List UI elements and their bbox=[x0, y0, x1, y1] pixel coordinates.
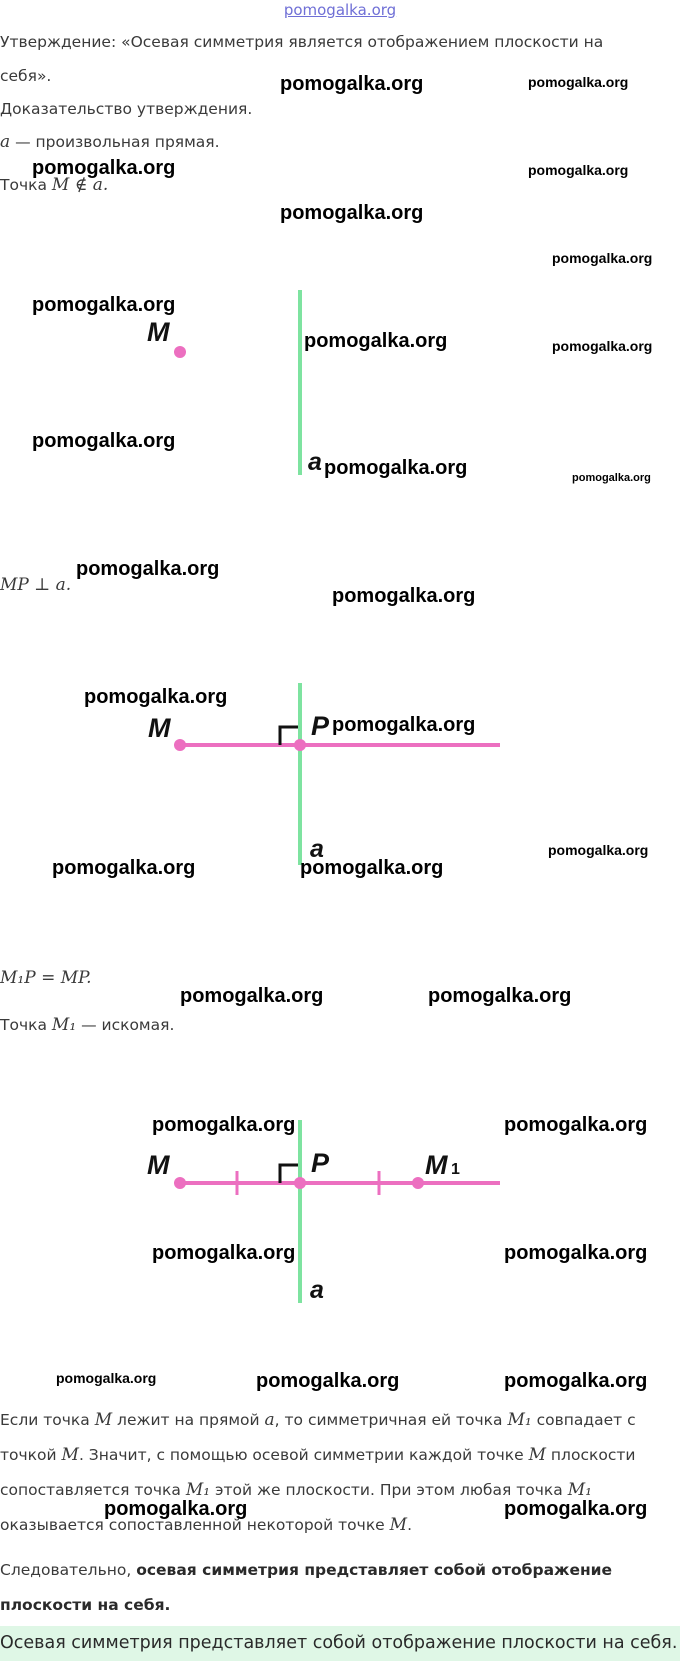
equality-statement bbox=[0, 968, 92, 988]
label-a: a bbox=[310, 835, 324, 863]
perp-text: MP ⊥ a. bbox=[0, 575, 72, 595]
watermark: pomogalka.org bbox=[56, 1370, 157, 1386]
var-a: a bbox=[0, 132, 11, 152]
result-prefix: Точка bbox=[0, 1016, 52, 1034]
label-M1: M bbox=[425, 1150, 448, 1180]
statement-line-1: Утверждение: «Осевая симметрия является отображением плоскости на bbox=[0, 33, 604, 51]
watermark: pomogalka.org bbox=[152, 1242, 296, 1264]
para-text: оказывается сопоставленной некоторой точке bbox=[0, 1516, 390, 1534]
watermark: pomogalka.org bbox=[332, 714, 476, 736]
watermark: pomogalka.org bbox=[324, 457, 468, 479]
label-M: M bbox=[147, 1150, 170, 1180]
para-text: точкой bbox=[0, 1446, 62, 1464]
para-text: Если точка bbox=[0, 1411, 95, 1429]
conclusion bbox=[0, 1553, 676, 1623]
line-definition-text: — произвольная прямая. bbox=[10, 133, 220, 151]
label-P: P bbox=[311, 711, 330, 741]
var-a: a bbox=[264, 1410, 275, 1430]
para-text: сопоставляется точка bbox=[0, 1481, 186, 1499]
watermark: pomogalka.org bbox=[32, 157, 176, 179]
var-M1: M₁ bbox=[507, 1410, 532, 1430]
para-text: плоскости bbox=[546, 1446, 636, 1464]
conclusion-bold: плоскости на себя. bbox=[0, 1596, 171, 1614]
point-P bbox=[294, 739, 306, 751]
watermark: pomogalka.org bbox=[104, 1498, 248, 1520]
watermark: pomogalka.org bbox=[504, 1498, 648, 1520]
var-M: M bbox=[389, 1515, 408, 1535]
para-text: . bbox=[407, 1516, 413, 1534]
watermark: pomogalka.org bbox=[280, 202, 424, 224]
var-M1: M₁ bbox=[567, 1480, 592, 1500]
watermark: pomogalka.org bbox=[552, 338, 653, 354]
conclusion-bold: осевая симметрия представляет собой отображение bbox=[136, 1561, 613, 1579]
proof-heading: Доказательство утверждения. bbox=[0, 100, 253, 118]
watermark: pomogalka.org bbox=[280, 73, 424, 95]
para-text: лежит на прямой bbox=[112, 1411, 265, 1429]
label-a: a bbox=[308, 448, 322, 476]
point-P bbox=[294, 1177, 306, 1189]
result-statement bbox=[0, 1015, 174, 1035]
label-a: a bbox=[310, 1276, 324, 1304]
point-prefix: Точка bbox=[0, 176, 52, 194]
perpendicular-statement bbox=[0, 575, 71, 595]
label-M1-subscript: 1 bbox=[451, 1161, 460, 1178]
answer-banner: Осевая симметрия представляет собой отображение плоскости на себя. bbox=[0, 1626, 680, 1661]
watermark: pomogalka.org bbox=[504, 1114, 648, 1136]
para-text: этой же плоскости. При этом любая точка bbox=[210, 1481, 568, 1499]
line-definition bbox=[0, 132, 220, 152]
result-var: M₁ bbox=[51, 1015, 77, 1035]
watermark: pomogalka.org bbox=[504, 1242, 648, 1264]
result-suffix: — искомая. bbox=[76, 1016, 175, 1034]
watermark: pomogalka.org bbox=[52, 857, 196, 879]
para-text: , то симметричная ей точка bbox=[274, 1411, 508, 1429]
watermark: pomogalka.org bbox=[304, 330, 448, 352]
site-link[interactable]: pomogalka.org bbox=[283, 1, 397, 19]
para-text: совпадает с bbox=[531, 1411, 636, 1429]
watermark: pomogalka.org bbox=[332, 585, 476, 607]
label-M: M bbox=[147, 317, 170, 347]
watermark: pomogalka.org bbox=[180, 985, 324, 1007]
watermark: pomogalka.org bbox=[528, 74, 629, 90]
point-M1 bbox=[412, 1177, 424, 1189]
watermark: pomogalka.org bbox=[152, 1114, 296, 1136]
var-M: M bbox=[94, 1410, 113, 1430]
watermark: pomogalka.org bbox=[256, 1370, 400, 1392]
para-text: . Значит, с помощью осевой симметрии каждой точке bbox=[78, 1446, 529, 1464]
watermark: pomogalka.org bbox=[548, 842, 649, 858]
statement-line-2: себя». bbox=[0, 67, 52, 85]
var-M1: M₁ bbox=[185, 1480, 211, 1500]
watermark: pomogalka.org bbox=[32, 430, 176, 452]
watermark: pomogalka.org bbox=[428, 985, 572, 1007]
watermark: pomogalka.org bbox=[32, 294, 176, 316]
explanation-paragraph bbox=[0, 1403, 676, 1543]
point-M bbox=[174, 1177, 186, 1189]
point-M bbox=[174, 739, 186, 751]
watermark: pomogalka.org bbox=[572, 472, 651, 484]
watermark: pomogalka.org bbox=[552, 250, 653, 266]
watermark: pomogalka.org bbox=[528, 162, 629, 178]
watermark: pomogalka.org bbox=[84, 686, 228, 708]
label-M: M bbox=[148, 713, 171, 743]
watermark: pomogalka.org bbox=[76, 558, 220, 580]
conclusion-prefix: Следовательно, bbox=[0, 1561, 137, 1579]
point-M bbox=[174, 346, 186, 358]
label-P: P bbox=[311, 1148, 330, 1178]
watermark: pomogalka.org bbox=[504, 1370, 648, 1392]
equal-text: M₁P = MP. bbox=[0, 968, 92, 988]
point-not-on-line: M ∉ a. bbox=[51, 175, 109, 195]
var-M: M bbox=[61, 1445, 79, 1465]
var-M: M bbox=[528, 1445, 546, 1465]
figure-3 bbox=[0, 1115, 680, 1335]
watermark: pomogalka.org bbox=[300, 857, 444, 879]
